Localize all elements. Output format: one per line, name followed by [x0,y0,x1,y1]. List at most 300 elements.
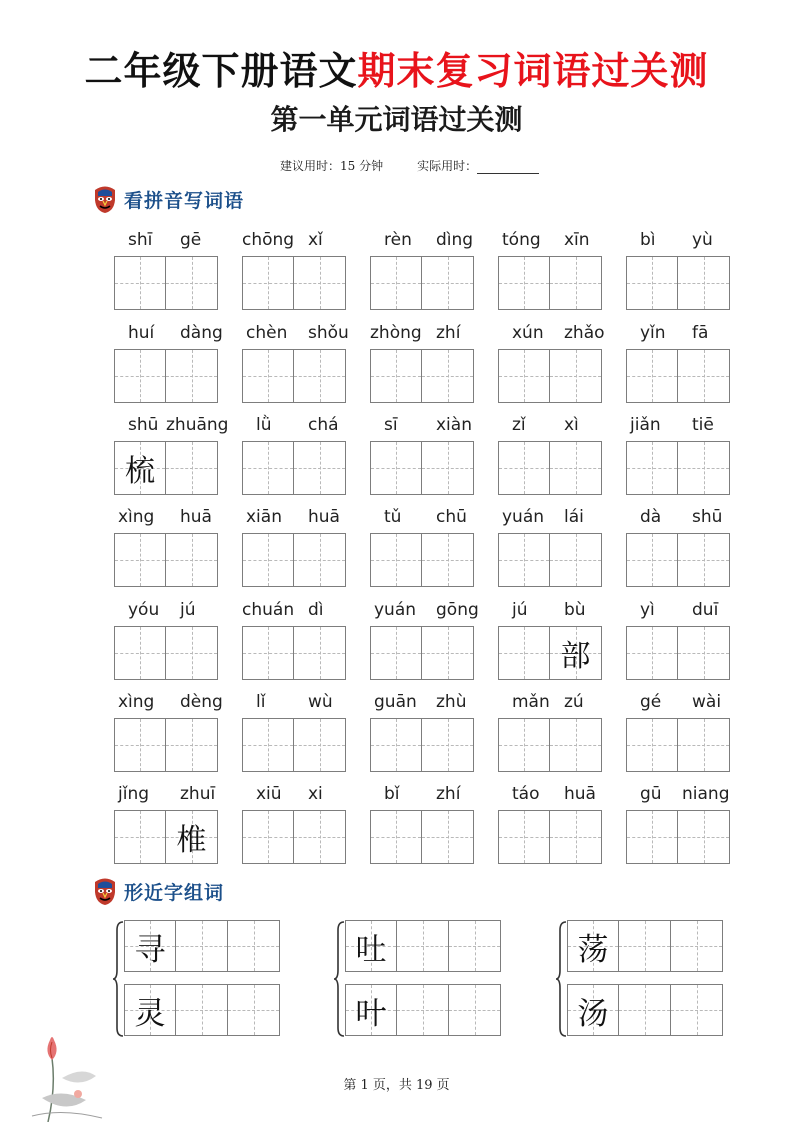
writing-boxes [242,256,346,310]
tianzige-box[interactable] [166,349,218,403]
tianzige-box[interactable] [370,626,422,680]
pinyin-syllable-2: duī [692,600,719,620]
written-character [294,811,345,863]
writing-boxes [498,441,602,495]
opera-mask-icon [92,184,118,214]
tianzige-box[interactable] [678,256,730,310]
tianzige-box[interactable] [166,256,218,310]
pinyin-syllable-2: zhí [436,784,461,804]
writing-boxes [498,810,602,864]
pinyin-syllable-2: zhuāng [166,415,229,435]
pinyin-syllable-1: yuán [502,507,545,527]
pair-row-bottom [567,984,723,1036]
section2-title: 形近字组词 [124,881,225,904]
pinyin-label [616,505,736,531]
word-item [242,505,350,595]
tianzige-box[interactable] [498,810,550,864]
written-character [294,350,345,402]
main-title [0,40,793,95]
writing-boxes [498,349,602,403]
character-pair [557,918,737,1040]
tianzige-box[interactable] [294,533,346,587]
word-answer-box[interactable] [228,920,280,972]
written-character [294,719,345,771]
pinyin-syllable-2: niang [682,784,730,804]
pinyin-syllable-1: shī [128,230,153,250]
word-item [498,321,606,411]
given-character-box [567,920,619,972]
written-character [422,534,473,586]
pinyin-label [360,413,480,439]
word-answer-box[interactable] [619,984,671,1036]
writing-boxes [114,626,218,680]
word-answer-box[interactable] [619,920,671,972]
pinyin-label [104,598,224,624]
pinyin-syllable-1: xiān [246,507,282,527]
brace-icon [555,920,567,1038]
tianzige-box[interactable] [114,533,166,587]
pinyin-syllable-2: shǒu [308,323,349,343]
given-character: 荡 [577,931,609,968]
writing-boxes [242,718,346,772]
tianzige-box[interactable] [550,256,602,310]
tianzige-box[interactable] [422,718,474,772]
tianzige-box[interactable] [550,349,602,403]
tianzige-box[interactable] [294,718,346,772]
given-character-box [345,984,397,1036]
tianzige-box[interactable] [422,626,474,680]
pinyin-syllable-1: tóng [502,230,541,250]
writing-boxes [498,256,602,310]
word-item [242,690,350,780]
word-item [626,598,734,688]
written-character [371,811,421,863]
given-character: 汤 [577,995,609,1032]
writing-boxes [370,626,474,680]
writing-boxes [626,256,730,310]
writing-boxes [498,533,602,587]
writing-boxes [626,810,730,864]
written-character [499,257,549,309]
writing-boxes [370,256,474,310]
pinyin-syllable-2: zhù [436,692,467,712]
tianzige-box[interactable] [678,718,730,772]
pinyin-syllable-1: lǜ [256,415,272,435]
writing-boxes [626,441,730,495]
writing-boxes [626,718,730,772]
tianzige-box[interactable] [370,256,422,310]
pinyin-label [104,228,224,254]
pinyin-label [104,782,224,808]
pinyin-syllable-1: bǐ [384,784,400,804]
writing-boxes [626,349,730,403]
pair-row-bottom [345,984,501,1036]
written-character [371,627,421,679]
tianzige-box[interactable] [550,626,602,680]
pinyin-writing-grid [114,228,764,868]
section2-heading [92,876,224,906]
tianzige-box[interactable] [114,256,166,310]
written-character [422,350,473,402]
pinyin-label [488,413,608,439]
written-character [678,442,729,494]
tianzige-box[interactable] [678,626,730,680]
given-character: 叶 [355,995,387,1032]
written-character [371,534,421,586]
section1-title: 看拼音写词语 [124,189,245,212]
tianzige-box[interactable] [626,626,678,680]
tianzige-box[interactable] [678,810,730,864]
tianzige-box[interactable] [626,441,678,495]
written-character [678,811,729,863]
tianzige-box[interactable] [114,718,166,772]
written-character [627,811,677,863]
word-item [242,228,350,318]
tianzige-box[interactable] [498,626,550,680]
word-item [498,505,606,595]
pinyin-syllable-2: tiē [692,415,714,435]
word-answer-box[interactable] [397,920,449,972]
pinyin-syllable-1: sī [384,415,398,435]
pinyin-syllable-1: tǔ [384,507,402,527]
pinyin-syllable-1: lǐ [256,692,266,712]
pinyin-syllable-1: chèn [246,323,288,343]
tianzige-box[interactable] [422,349,474,403]
written-character [243,627,293,679]
tianzige-box[interactable] [550,718,602,772]
tianzige-box[interactable] [166,626,218,680]
tianzige-box[interactable] [242,810,294,864]
writing-boxes [114,810,218,864]
tianzige-box[interactable] [294,810,346,864]
pinyin-syllable-2: dàng [180,323,223,343]
writing-boxes [242,626,346,680]
word-item [370,321,478,411]
pinyin-label [616,413,736,439]
tianzige-box[interactable] [242,349,294,403]
pinyin-syllable-1: dà [640,507,662,527]
tianzige-box[interactable] [626,810,678,864]
word-answer-box[interactable] [449,984,501,1036]
pinyin-label [360,782,480,808]
tianzige-box[interactable] [114,626,166,680]
pinyin-syllable-1: xìng [118,507,155,527]
writing-boxes [242,533,346,587]
pinyin-syllable-1: zǐ [512,415,526,435]
written-character [371,257,421,309]
tianzige-box[interactable] [550,533,602,587]
word-item [242,321,350,411]
written-character [499,627,549,679]
writing-boxes [114,441,218,495]
pinyin-label [488,321,608,347]
pinyin-syllable-1: xiū [256,784,282,804]
pinyin-label [104,505,224,531]
word-answer-box[interactable] [671,920,723,972]
written-character [422,811,473,863]
tianzige-box[interactable] [550,810,602,864]
written-character [243,442,293,494]
actual-time-label: 实际用时： [417,159,478,173]
actual-time-blank [477,161,539,174]
word-item [114,321,222,411]
suggested-time: 建议用时：15 分钟 [280,159,384,173]
word-item [626,505,734,595]
tianzige-box[interactable] [626,256,678,310]
pinyin-syllable-2: chū [436,507,467,527]
written-character [166,534,217,586]
word-item [498,228,606,318]
brace-icon [333,920,345,1038]
tianzige-box[interactable] [370,718,422,772]
writing-boxes [370,718,474,772]
tianzige-box[interactable] [550,441,602,495]
pinyin-syllable-2: gē [180,230,202,250]
pinyin-syllable-2: zhǎo [564,323,605,343]
written-character [166,719,217,771]
word-item [114,782,222,872]
writing-boxes [114,718,218,772]
pinyin-syllable-2: xì [564,415,579,435]
tianzige-box[interactable] [626,533,678,587]
written-character [166,442,217,494]
written-character [294,534,345,586]
written-character [499,719,549,771]
written-character [166,350,217,402]
pinyin-label [232,413,352,439]
pinyin-syllable-2: yù [692,230,713,250]
pinyin-syllable-1: jiǎn [630,415,661,435]
written-character [678,257,729,309]
pinyin-label [104,321,224,347]
writing-boxes [114,349,218,403]
pinyin-syllable-2: bù [564,600,586,620]
written-character [243,811,293,863]
pinyin-label [232,782,352,808]
pinyin-syllable-2: xiàn [436,415,472,435]
tianzige-box[interactable] [242,533,294,587]
tianzige-box[interactable] [114,441,166,495]
written-character [499,350,549,402]
tianzige-box[interactable] [678,349,730,403]
pair-row-bottom [124,984,280,1036]
written-character [678,719,729,771]
word-answer-box[interactable] [176,920,228,972]
writing-boxes [370,533,474,587]
pinyin-label [360,321,480,347]
tianzige-box[interactable] [370,349,422,403]
tianzige-box[interactable] [498,256,550,310]
tianzige-box[interactable] [242,718,294,772]
written-character [627,719,677,771]
pinyin-label [488,782,608,808]
page-footer: 第 1 页，共 19 页 [343,1078,450,1093]
brace-icon [112,920,124,1038]
pinyin-syllable-2: zhuī [180,784,216,804]
tianzige-box[interactable] [294,441,346,495]
tianzige-box[interactable] [498,349,550,403]
written-character [627,257,677,309]
written-character [627,350,677,402]
tianzige-box[interactable] [370,441,422,495]
word-item [370,505,478,595]
pinyin-syllable-2: xīn [564,230,590,250]
pinyin-syllable-2: lái [564,507,584,527]
tianzige-box[interactable] [166,718,218,772]
word-item [370,690,478,780]
word-answer-box[interactable] [176,984,228,1036]
writing-boxes [370,441,474,495]
word-item [498,782,606,872]
pinyin-label [104,413,229,439]
pinyin-label [360,690,480,716]
pinyin-syllable-1: gé [640,692,662,712]
word-answer-box[interactable] [397,984,449,1036]
writing-boxes [114,256,218,310]
pinyin-syllable-1: bì [640,230,656,250]
tianzige-box[interactable] [626,718,678,772]
written-character [294,442,345,494]
pinyin-syllable-1: yuán [374,600,417,620]
tianzige-box[interactable] [166,810,218,864]
pinyin-syllable-1: yǐn [640,323,666,343]
tianzige-box[interactable] [626,349,678,403]
tianzige-box[interactable] [242,441,294,495]
tianzige-box[interactable] [422,256,474,310]
written-character [294,627,345,679]
word-item [242,598,350,688]
main-title-red: 期末复习词语过关测 [357,48,709,93]
pinyin-syllable-1: chōng [242,230,295,250]
written-character [422,719,473,771]
pinyin-syllable-1: shū [128,415,159,435]
writing-boxes [114,533,218,587]
pinyin-label [232,505,352,531]
word-item [242,413,350,503]
written-character [371,350,421,402]
pinyin-syllable-1: jǐng [118,784,150,804]
pinyin-syllable-1: yóu [128,600,160,620]
tianzige-box[interactable] [370,810,422,864]
written-character [627,627,677,679]
pinyin-label [360,228,480,254]
pinyin-syllable-1: huí [128,323,155,343]
tianzige-box[interactable] [422,533,474,587]
pinyin-label [232,321,352,347]
tianzige-box[interactable] [166,441,218,495]
time-line [280,157,539,174]
word-item [498,598,606,688]
pinyin-syllable-1: táo [512,784,540,804]
written-character [550,350,601,402]
tianzige-box[interactable] [370,533,422,587]
written-character [115,811,165,863]
pinyin-label [360,598,480,624]
word-answer-box[interactable] [228,984,280,1036]
written-character: 椎 [176,823,207,858]
written-character [678,627,729,679]
pair-row-top [124,920,280,972]
pinyin-syllable-1: mǎn [512,692,550,712]
written-character [294,257,345,309]
tianzige-box[interactable] [294,349,346,403]
tianzige-box[interactable] [498,441,550,495]
word-item [370,413,478,503]
written-character [371,442,421,494]
given-character-box [124,920,176,972]
pinyin-syllable-2: dèng [180,692,223,712]
tianzige-box[interactable] [294,256,346,310]
word-item [242,782,350,872]
word-item [370,598,478,688]
written-character [115,534,165,586]
pinyin-syllable-2: xǐ [308,230,323,250]
tianzige-box[interactable] [294,626,346,680]
character-pair [114,918,294,1040]
written-character [422,257,473,309]
written-character [678,534,729,586]
pinyin-label [616,228,736,254]
written-character [422,442,473,494]
writing-boxes [498,626,602,680]
lotus-decoration-icon [22,1018,112,1122]
written-character [499,534,549,586]
given-character-box [124,984,176,1036]
written-character [243,719,293,771]
written-character [499,442,549,494]
given-character: 灵 [134,995,166,1032]
word-answer-box[interactable] [671,984,723,1036]
pinyin-syllable-2: xi [308,784,323,804]
word-item [114,413,229,503]
tianzige-box[interactable] [242,256,294,310]
pinyin-label [616,690,736,716]
pinyin-label [360,505,480,531]
tianzige-box[interactable] [114,349,166,403]
tianzige-box[interactable] [242,626,294,680]
tianzige-box[interactable] [498,718,550,772]
pinyin-syllable-1: rèn [384,230,412,250]
pinyin-syllable-2: shū [692,507,723,527]
tianzige-box[interactable] [678,441,730,495]
pinyin-syllable-2: fā [692,323,709,343]
written-character [422,627,473,679]
word-item [626,782,734,872]
word-answer-box[interactable] [449,920,501,972]
written-character [115,627,165,679]
section1-heading [92,184,244,214]
written-character [678,350,729,402]
written-character [371,719,421,771]
pinyin-label [488,505,608,531]
tianzige-box[interactable] [166,533,218,587]
pinyin-syllable-2: huā [564,784,596,804]
pinyin-label [488,598,608,624]
pinyin-syllable-2: huā [308,507,340,527]
word-item [498,413,606,503]
opera-mask-icon [92,876,118,906]
written-character [550,811,601,863]
tianzige-box[interactable] [678,533,730,587]
tianzige-box[interactable] [422,441,474,495]
writing-boxes [626,533,730,587]
tianzige-box[interactable] [114,810,166,864]
tianzige-box[interactable] [422,810,474,864]
tianzige-box[interactable] [498,533,550,587]
given-character: 吐 [355,931,387,968]
pinyin-syllable-1: guān [374,692,417,712]
pinyin-syllable-2: wài [692,692,722,712]
